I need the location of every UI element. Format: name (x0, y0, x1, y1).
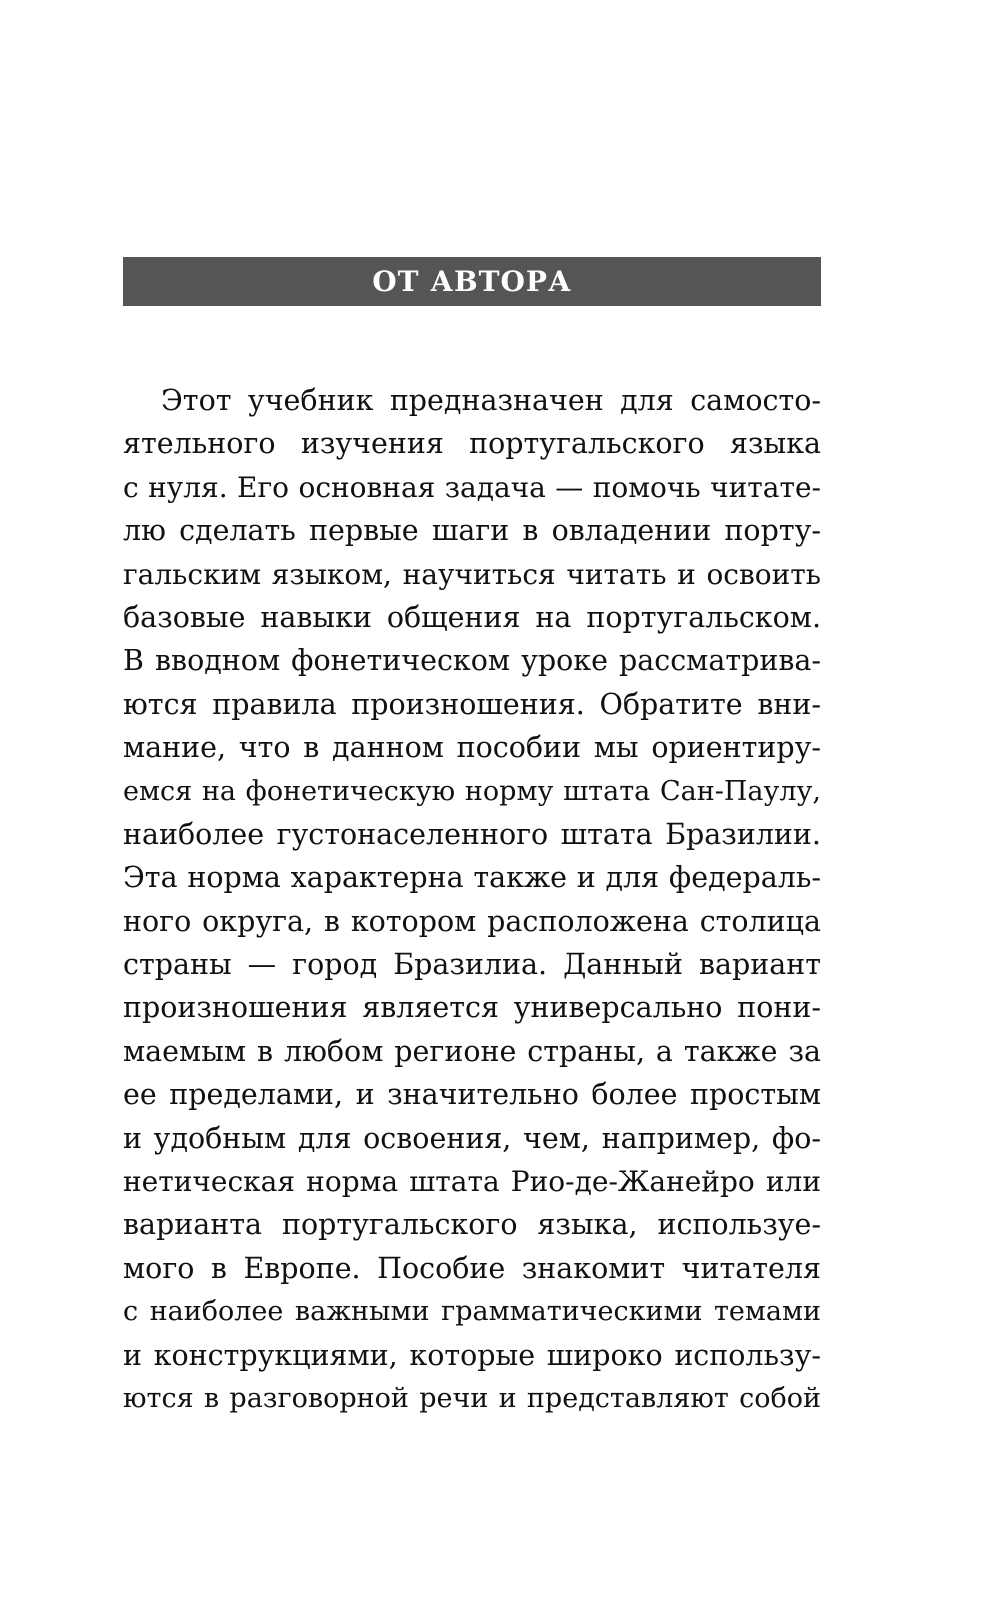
body-paragraph (123, 379, 821, 1420)
text-line: Этот учебник предназначен для самосто- (161, 384, 821, 417)
text-line: ного округа, в котором расположена столица (123, 904, 821, 938)
text-line: ятельного изучения португальского языка (123, 427, 821, 461)
text-line: базовые навыки общения на португальском. (123, 600, 821, 634)
chapter-header-bar (123, 257, 821, 306)
text-line: с наиболее важными грамматическими темами (123, 1296, 821, 1328)
chapter-title: ОТ АВТОРА (372, 265, 572, 298)
text-line: нетическая норма штата Рио-де-Жанейро или (123, 1165, 821, 1199)
text-line: лю сделать первые шаги в овладении порту- (123, 514, 821, 548)
text-line: мого в Европе. Пособие знакомит читателя (123, 1251, 821, 1285)
text-line: произношения является универсально пони- (123, 991, 821, 1025)
text-line: мание, что в данном пособии мы ориентиру- (123, 731, 821, 765)
text-line: наиболее густонаселенного штата Бразилии. (123, 817, 821, 851)
text-line: страны — город Бразилиа. Данный вариант (123, 948, 821, 982)
text-line: с нуля. Его основная задача — помочь читате- (123, 470, 821, 504)
text-line: Эта норма характерна также и для федераль- (123, 861, 821, 895)
text-line: и конструкциями, которые широко использу- (123, 1338, 821, 1372)
text-line: В вводном фонетическом уроке рассматрива- (123, 644, 821, 678)
text-line: ются в разговорной речи и представляют собой (123, 1382, 821, 1414)
text-line: ются правила произношения. Обратите вни- (123, 687, 821, 721)
text-line: гальским языком, научиться читать и освоить (123, 557, 821, 591)
text-line: маемым в любом регионе страны, а также за (123, 1034, 821, 1068)
text-line: ее пределами, и значительно более простым (123, 1078, 821, 1112)
text-line: варианта португальского языка, используе- (123, 1208, 821, 1242)
text-line: емся на фонетическую норму штата Сан-Паулу, (123, 775, 821, 807)
text-line: и удобным для освоения, чем, например, фо- (123, 1121, 821, 1155)
